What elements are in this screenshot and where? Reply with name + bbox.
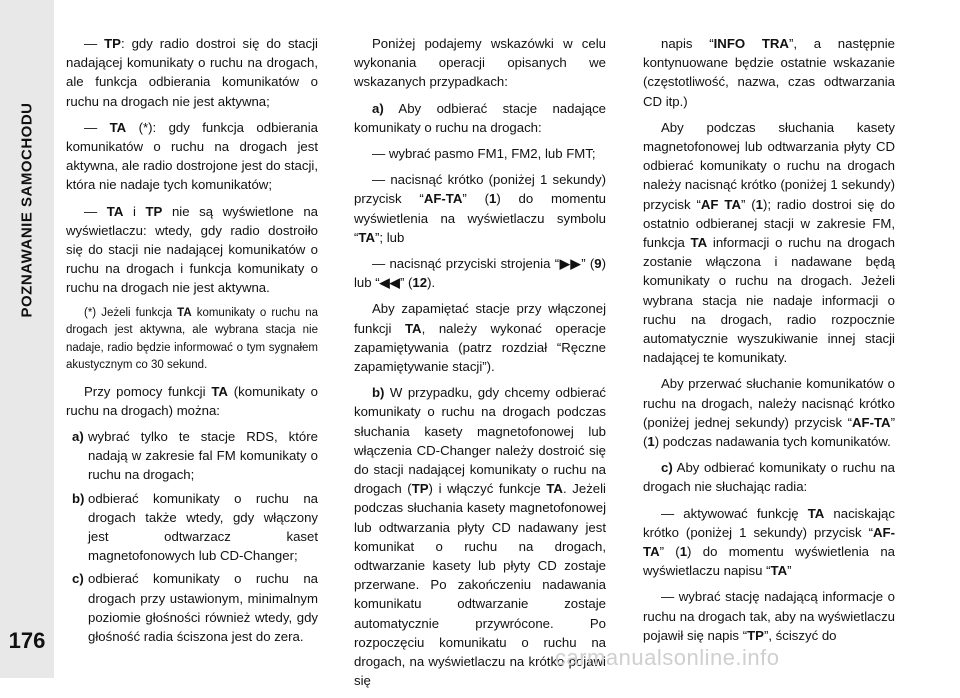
paragraph — [643, 34, 895, 111]
text: ). — [427, 275, 436, 291]
button-number: 9 — [594, 256, 602, 272]
button-label: AF TA — [700, 196, 741, 212]
text: ” ( — [659, 544, 680, 560]
bold-term: TP — [747, 627, 764, 643]
bold-term: TP — [411, 481, 429, 497]
paragraph: Poniżej podajemy wskazówki w celu wykonania operacji opisanych we wskazanych przypadkach: — [354, 36, 606, 90]
display-message: INFO TRA — [713, 36, 789, 51]
text: Aby zapamiętać stacje przy włączonej funkcji — [354, 301, 606, 336]
paragraph — [354, 99, 606, 137]
text: komunikaty o ruchu na drogach jest aktywna, ale wybrana stacja nie nadaje, radio będzie informować o tym sygnałem akustycznym co 30 sekund. — [66, 306, 318, 372]
text: Aby odbierać komunikaty o ruchu na drogach nie słuchając radia: — [643, 460, 895, 495]
bold-term: TA — [770, 563, 788, 579]
text: ) podczas nadawania tych komunikatów. — [654, 434, 891, 450]
list-item — [66, 489, 318, 566]
paragraph — [643, 374, 895, 451]
text: ”, ściszyć do — [763, 627, 837, 643]
button-number: 1 — [679, 544, 688, 560]
button-label: AF-TA — [852, 414, 891, 430]
text: ” ( — [643, 414, 895, 450]
rewind-icon: ◀◀ — [379, 275, 400, 291]
bold-term: TA — [106, 203, 124, 219]
paragraph — [643, 118, 895, 368]
text: ” ( — [581, 256, 595, 272]
list-item — [66, 427, 318, 485]
text: — wybrać stację nadającą informacje o ruchu na drogach tak, aby na wyświetlaczu pojawił się napis “ — [643, 589, 895, 643]
paragraph — [354, 299, 606, 376]
text: ”, a następnie kontynuowane będzie ostatnie wskazanie (częstotliwość, nazwa, czas odtwarzania CD itp.) — [643, 36, 895, 109]
text: (*): gdy funkcja odbierania komunikatów o ruchu na drogach jest aktywna, ale radio dostrojone jest do stacji, która nie nadaje tych komunikatów; — [66, 119, 319, 193]
paragraph — [66, 202, 318, 298]
text: — nacisnąć przyciski strojenia “ — [372, 256, 560, 272]
footnote — [66, 305, 318, 375]
text: ”; lub — [375, 229, 405, 245]
paragraph — [643, 587, 895, 645]
text: (komunikaty o ruchu na drogach) można: — [66, 383, 318, 418]
text-column-3 — [643, 34, 895, 652]
text: ” ( — [462, 191, 489, 207]
text: napis “ — [661, 36, 714, 51]
text: nie są wyświetlone na wyświetlaczu: wtedy, gdy radio dostroiło się do stacji nie nadającej komunikatów o ruchu na drogach i funkcja komunikaty o ruchu na drogach nie jest aktywna. — [66, 203, 318, 296]
watermark: carmanualsonline.info — [555, 645, 780, 670]
text: : gdy radio dostroi się do stacji nadającej komunikaty o ruchu na drogach, ale funkcja odbierania komunikatów o ruchu na drogach nie jest aktywna; — [66, 36, 318, 109]
text: W przypadku, gdy chcemy odbierać komunikaty o ruchu na drogach podczas słuchania kasety magnetofonowej lub włączenia CD-Changer należy dostroić się do stacji nadającej komunikaty o ruchu na drogach ( — [354, 385, 606, 497]
button-number: 12 — [412, 275, 428, 291]
capability-list — [66, 427, 318, 646]
text: — nacisnąć krótko (poniżej 1 sekundy) przycisk “ — [354, 172, 606, 207]
list-text: wybrać tylko te stacje RDS, które nadają w zakresie fal FM komunikaty o ruchu na drogach; — [88, 429, 318, 483]
button-number: 1 — [647, 434, 655, 450]
paragraph — [354, 170, 606, 247]
text: — — [84, 203, 107, 219]
bold-term: TA — [109, 119, 127, 135]
button-number: 1 — [755, 196, 763, 212]
button-number: 1 — [489, 191, 497, 207]
bold-term: TA — [177, 306, 192, 319]
paragraph — [354, 254, 606, 292]
list-marker: a) — [72, 429, 84, 445]
text: — — [84, 119, 110, 135]
bold-term: TP — [145, 203, 163, 219]
text: informacji o ruchu na drogach zostanie włączona i nadawane będą komunikaty o ruchu na drogach. Jeżeli wybrana stacja nie nadaje informacji o ruchu na drogach, radio rozpocznie automatycznie wyszukiwanie innej stacji nadającej te komunikaty. — [643, 235, 895, 366]
bold-term: TA — [404, 320, 422, 336]
list-marker: b) — [72, 490, 85, 506]
bold-term: TA — [690, 235, 708, 251]
text: ) i włączyć funkcje — [428, 481, 547, 497]
fast-forward-icon: ▶▶ — [559, 256, 582, 272]
bold-term: TA — [358, 229, 376, 245]
bold-term: TA — [807, 505, 825, 521]
text: ” — [787, 563, 792, 579]
paragraph — [643, 504, 895, 581]
step-marker: c) — [661, 460, 673, 476]
step-marker: b) — [372, 385, 385, 401]
text: ” ( — [399, 275, 413, 291]
section-title: POZNAWANIE SAMOCHODU — [18, 102, 36, 318]
text: — — [84, 36, 105, 51]
text: (*) Jeżeli funkcja — [84, 306, 178, 319]
text: . Jeżeli podczas słuchania kasety magnetofonowej lub odtwarzania płyty CD nadawany jest komunikat o ruchu na drogach, odtwarzanie kasety lub płyty CD zostaje przerwane. Po zakończeniu nadawania komunikatu odtwarzanie zostaje automatycznie przywrócone. Po rozpoczęciu komunikatu o ruchu na drogach, na wyświetlaczu na krótko pojawi się — [354, 481, 606, 689]
text: ) do momentu wyświetlenia na wyświetlaczu napisu “ — [643, 544, 895, 579]
list-marker: c) — [72, 571, 84, 587]
text: Aby podczas słuchania kasety magnetofonowej lub odtwarzania płyty CD odbierać komunikaty o ruchu na drogach należy nacisnąć krótko (poniżej 1 sekundy) przycisk “ — [643, 119, 895, 212]
bold-term: TP — [104, 36, 121, 51]
bold-term: TA — [211, 383, 228, 399]
paragraph — [66, 382, 318, 420]
paragraph: — wybrać pasmo FM1, FM2, lub FMT; — [372, 146, 596, 162]
bold-term: TA — [546, 481, 563, 497]
paragraph — [66, 118, 318, 195]
text-column-2 — [354, 34, 606, 698]
text: ) do momentu wyświetlenia na wyświetlaczu symbolu “ — [354, 191, 606, 245]
list-text: odbierać komunikaty o ruchu na drogach przy ustawionym, minimalnym poziomie głośności również wtedy, gdy głośność radia ściszona jest do zera. — [88, 571, 318, 645]
paragraph — [66, 34, 318, 111]
text: Aby odbierać stacje nadające komunikaty o ruchu na drogach: — [354, 100, 606, 135]
sidebar — [0, 0, 54, 678]
text: ); radio dostroi się do ostatnio odbieranej stacji w zakresie FM, funkcja — [643, 196, 895, 251]
text: i — [123, 203, 146, 219]
button-label: AF-TA — [423, 191, 463, 207]
list-text: odbierać komunikaty o ruchu na drogach także wtedy, gdy włączony jest odtwarzacz kaset magnetofonowych lub CD-Changer; — [88, 490, 318, 564]
text: , należy wykonać operacje zapamiętywania (patrz rozdział “Ręczne zapamiętywanie stacji”). — [354, 320, 607, 375]
step-marker: a) — [372, 100, 384, 116]
text-column-1 — [66, 34, 318, 653]
text: naciskając krótko (poniżej 1 sekundy) przycisk “ — [643, 505, 895, 540]
paragraph — [643, 458, 895, 496]
text: ” ( — [740, 196, 756, 212]
button-label: AF-TA — [643, 524, 895, 560]
text: — aktywować funkcję — [661, 505, 808, 521]
page-number: 176 — [8, 628, 46, 653]
text: ) lub “ — [354, 256, 606, 291]
text: Przy pomocy funkcji — [84, 383, 212, 399]
list-item — [66, 569, 318, 646]
text: Aby przerwać słuchanie komunikatów o ruchu na drogach, należy nacisnąć krótko (poniżej jednej sekundy) przycisk “ — [643, 376, 895, 430]
